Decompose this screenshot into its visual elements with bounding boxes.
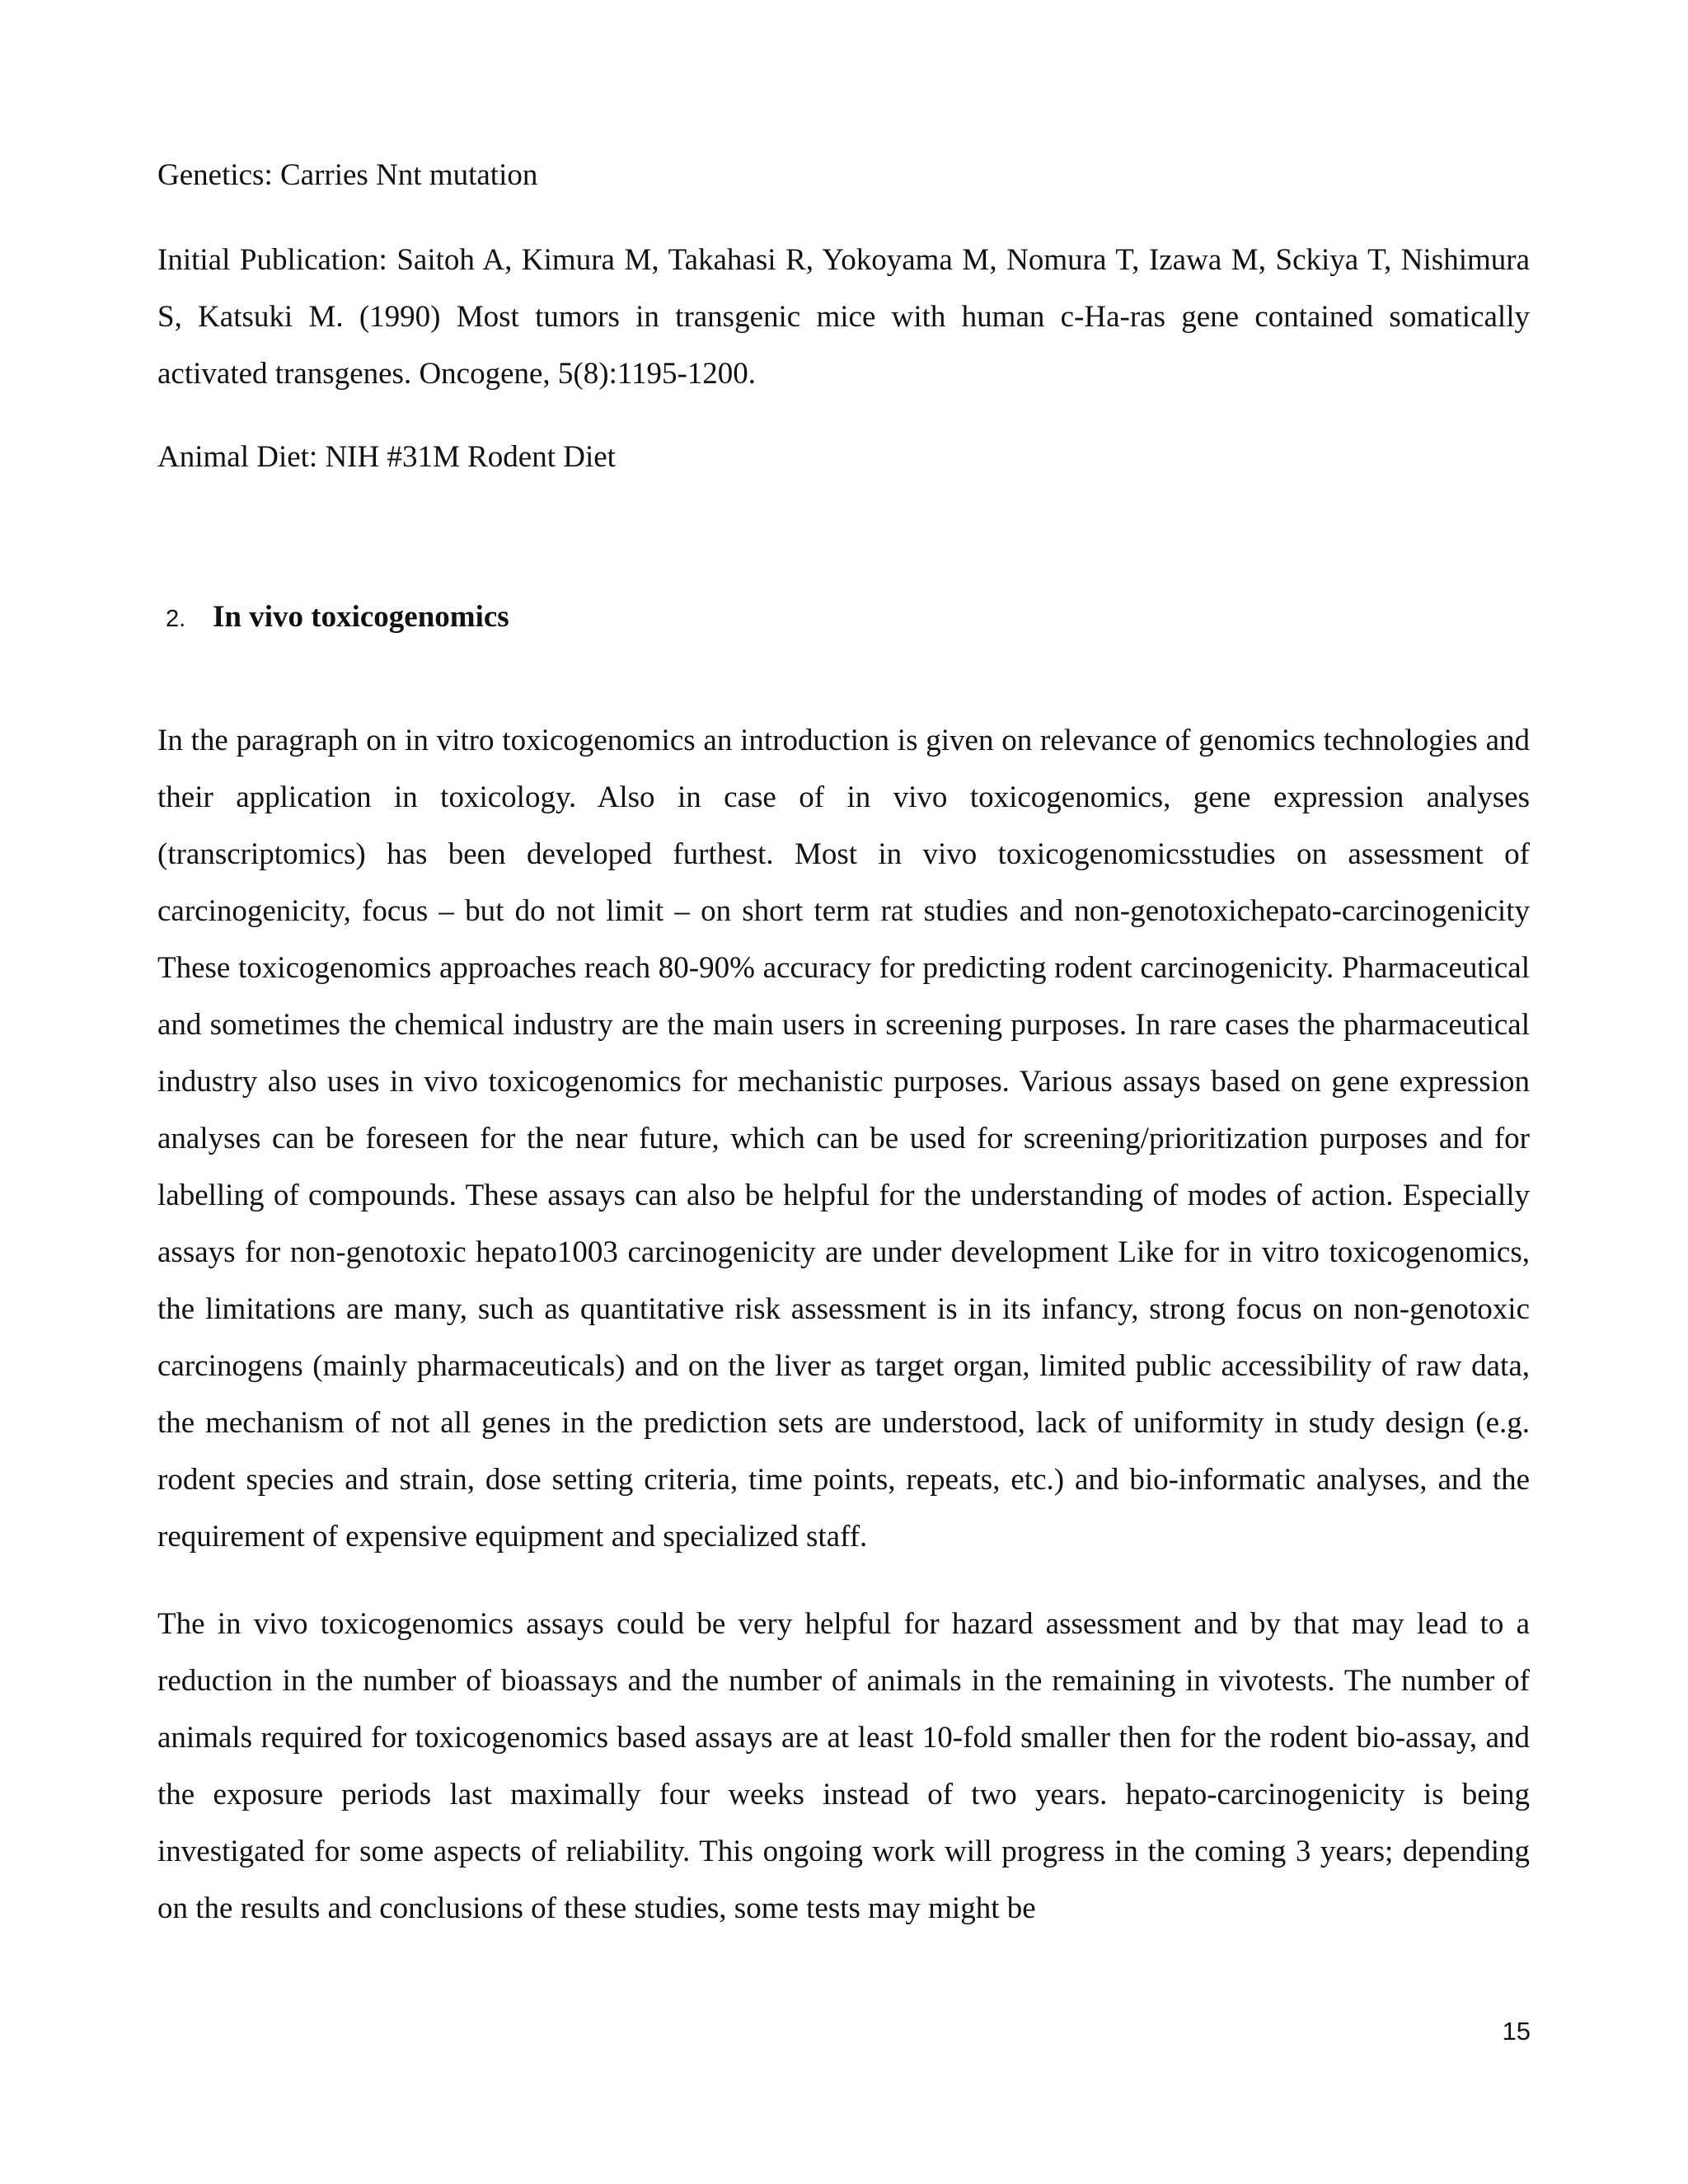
page-number: 15 (1502, 2017, 1531, 2046)
animal-diet-line: Animal Diet: NIH #31M Rodent Diet (157, 440, 616, 474)
initial-publication-paragraph: Initial Publication: Saitoh A, Kimura M, Takahasi R, Yokoyama M, Nomura T, Izawa M, Sckiya T, Nishimura S, Katsuki M. (1990) Most tumors in transgenic mice with human c-Ha-ras gene contained somatically activated transgenes. Oncogene, 5(8):1195-1200. (157, 243, 1530, 391)
section-title: In vivo toxicogenomics (213, 600, 509, 634)
section-number: 2. (166, 606, 186, 632)
section-heading (166, 599, 509, 635)
body-paragraph-1: In the paragraph on in vitro toxicogenomics an introduction is given on relevance of genomics technologies and their application in toxicology. Also in case of in vivo toxicogenomics, gene expression analyses (transcriptomics) has been developed furthest. Most in vivo toxicogenomicsstudies on assessment of carcinogenicity, focus – but do not limit – on short term rat studies and non-genotoxichepato-carcinogenicity These toxicogenomics approaches reach 80-90% accuracy for predicting rodent carcinogenicity. Pharmaceutical and sometimes the chemical industry are the main users in screening purposes. In rare cases the pharmaceutical industry also uses in vivo toxicogenomics for mechanistic purposes. Various assays based on gene expression analyses can be foreseen for the near future, which can be used for screening/prioritization purposes and for labelling of compounds. These assays can also be helpful for the understanding of modes of action. Especially assays for non-genotoxic hepato1003 carcinogenicity are under development Like for in vitro toxicogenomics, the limitations are many, such as quantitative risk assessment is in its infancy, strong focus on non-genotoxic carcinogens (mainly pharmaceuticals) and on the liver as target organ, limited public accessibility of raw data, the mechanism of not all genes in the prediction sets are understood, lack of uniformity in study design (e.g. rodent species and strain, dose setting criteria, time points, repeats, etc.) and bio-informatic analyses, and the requirement of expensive equipment and specialized staff. (157, 724, 1530, 1554)
body-paragraph-2: The in vivo toxicogenomics assays could be very helpful for hazard assessment and by that may lead to a reduction in the number of bioassays and the number of animals in the remaining in vivotests. The number of animals required for toxicogenomics based assays are at least 10-fold smaller then for the rodent bio-assay, and the exposure periods last maximally four weeks instead of two years. hepato-carcinogenicity is being investigated for some aspects of reliability. This ongoing work will progress in the coming 3 years; depending on the results and conclusions of these studies, some tests may might be (157, 1607, 1530, 1925)
genetics-line: Genetics: Carries Nnt mutation (157, 158, 538, 192)
